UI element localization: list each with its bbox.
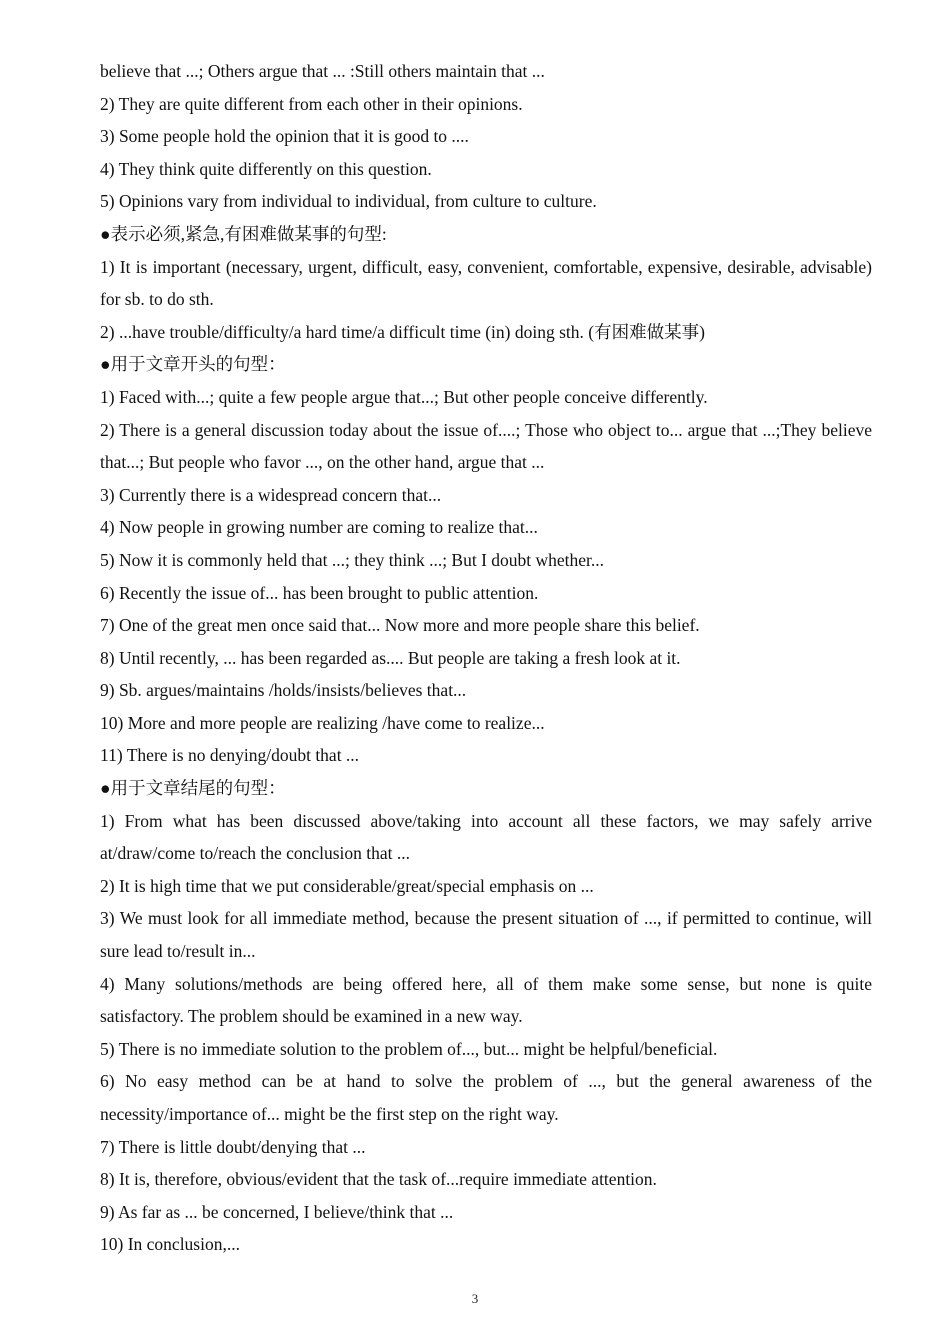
section-heading: ●用于文章结尾的句型： <box>100 778 286 799</box>
page-number: 3 <box>471 1291 479 1306</box>
document-body <box>100 55 872 1261</box>
sentence-pattern-item: 1) Faced with...; quite a few people argue that...; But other people conceive differently. <box>100 386 708 407</box>
sentence-pattern-item: 9) Sb. argues/maintains /holds/insists/believes that... <box>100 680 467 701</box>
sentence-pattern-item: 3) We must look for all immediate method, because the present situation of ..., if permitted to continue, will sure lead to/result in... <box>100 908 872 962</box>
sentence-pattern-item: 7) There is little doubt/denying that ... <box>100 1136 366 1157</box>
sentence-pattern-item: 4) Now people in growing number are coming to realize that... <box>100 517 538 538</box>
sentence-pattern-item: 4) Many solutions/methods are being offered here, all of them make some sense, but none is quite satisfactory. The problem should be examined in a new way. <box>100 973 872 1027</box>
sentence-pattern-item: 9) As far as ... be concerned, I believe/think that ... <box>100 1201 454 1222</box>
section-heading: ●表示必须,紧急,有困难做某事的句型: <box>100 223 387 244</box>
sentence-pattern-item: 2) It is high time that we put considerable/great/special emphasis on ... <box>100 875 594 896</box>
sentence-pattern-item: 5) Opinions vary from individual to individual, from culture to culture. <box>100 191 597 212</box>
section-heading: ●用于文章开头的句型： <box>100 354 286 375</box>
sentence-pattern-item: 2) They are quite different from each other in their opinions. <box>100 93 523 114</box>
sentence-pattern-item: 6) Recently the issue of... has been brought to public attention. <box>100 582 539 603</box>
sentence-pattern-item: 1) From what has been discussed above/taking into account all these factors, we may safely arrive at/draw/come to/reach the conclusion that ... <box>100 810 872 864</box>
sentence-pattern-item: 5) There is no immediate solution to the problem of..., but... might be helpful/beneficial. <box>100 1038 718 1059</box>
sentence-pattern-item: 2) ...have trouble/difficulty/a hard time/a difficult time (in) doing sth. (有困难做某事) <box>100 321 705 342</box>
sentence-pattern-item: 6) No easy method can be at hand to solve the problem of ..., but the general awareness of the necessity/importance of... might be the first step on the right way. <box>100 1071 872 1124</box>
sentence-pattern-item: 5) Now it is commonly held that ...; they think ...; But I doubt whether... <box>100 549 605 570</box>
sentence-pattern-item: 10) In conclusion,... <box>100 1234 240 1255</box>
sentence-pattern-item: 2) There is a general discussion today about the issue of....; Those who object to... argue that ...;They believe that...; But people who favor ..., on the other hand, argue that ... <box>100 419 872 473</box>
sentence-pattern-item: believe that ...; Others argue that ... :Still others maintain that ... <box>100 61 545 81</box>
sentence-pattern-item: 1) It is important (necessary, urgent, difficult, easy, convenient, comfortable, expensive, desirable, advisable) for sb. to do sth. <box>100 256 872 310</box>
sentence-pattern-item: 10) More and more people are realizing /have come to realize... <box>100 712 545 733</box>
sentence-pattern-item: 11) There is no denying/doubt that ... <box>100 745 360 766</box>
sentence-pattern-item: 3) Some people hold the opinion that it is good to .... <box>100 126 469 147</box>
sentence-pattern-item: 4) They think quite differently on this question. <box>100 158 432 179</box>
sentence-pattern-item: 8) Until recently, ... has been regarded as.... But people are taking a fresh look at it. <box>100 647 681 668</box>
sentence-pattern-item: 7) One of the great men once said that... Now more and more people share this belief. <box>100 615 700 636</box>
sentence-pattern-item: 8) It is, therefore, obvious/evident that the task of...require immediate attention. <box>100 1169 657 1190</box>
sentence-pattern-item: 3) Currently there is a widespread concern that... <box>100 484 442 505</box>
